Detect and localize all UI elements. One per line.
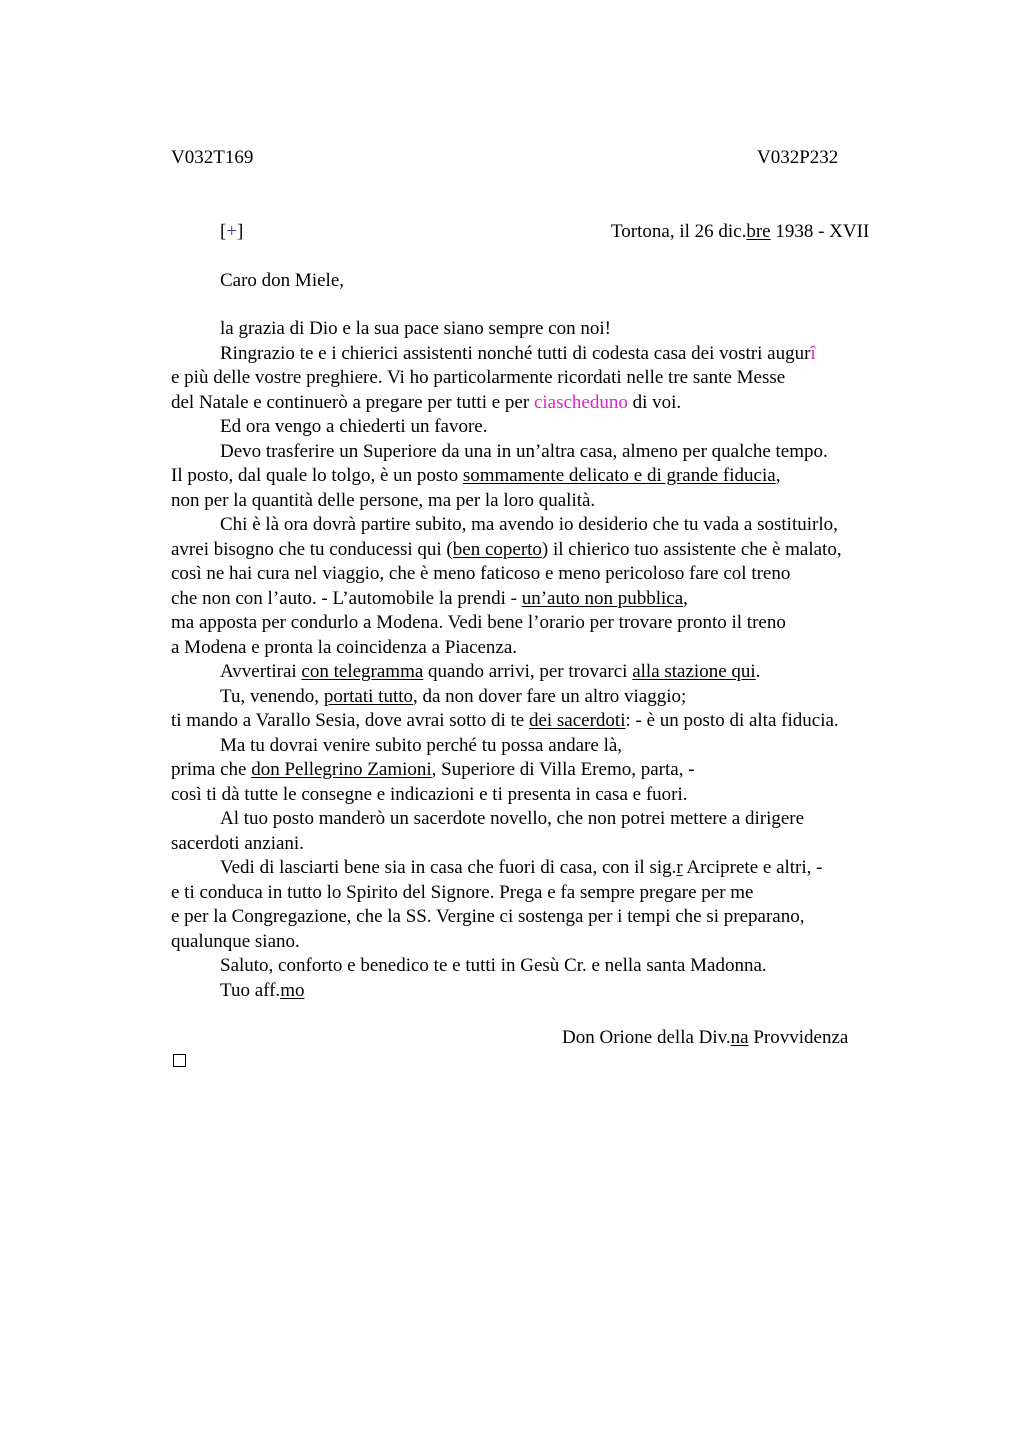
line-text: Avvertirai	[220, 661, 302, 682]
line-text: e più delle vostre preghiere. Vi ho particolarmente ricordati nelle tre sante Messe	[171, 367, 786, 388]
expand-marker[interactable]	[220, 220, 243, 244]
line-text: e ti conduca in tutto lo Spirito del Signore. Prega e fa sempre pregare per me	[171, 881, 754, 903]
line-text: ) il chierico tuo assistente che è malato,	[541, 538, 842, 560]
line-text: , Superiore di Villa Eremo, parta, -	[431, 759, 695, 780]
line-text: sacerdoti anziani.	[171, 832, 304, 854]
line-text: ti mando a Varallo Sesia, dove avrai sotto di te	[171, 710, 529, 731]
highlighted-text: î	[810, 342, 816, 364]
signature-abbrev: na	[730, 1027, 749, 1048]
underlined-text: portati tutto	[323, 685, 413, 707]
line-text: Ed ora vengo a chiederti un favore.	[220, 416, 488, 437]
underlined-text: dei sacerdoti	[528, 710, 626, 731]
line-text: ,	[775, 465, 781, 486]
letter-line	[171, 342, 911, 367]
line-text: avrei bisogno che tu conducessi qui (	[171, 538, 453, 560]
letter-line	[171, 783, 911, 808]
line-text: Chi è là ora dovrà partire subito, ma avendo io desiderio che tu vada a sostituirlo,	[220, 514, 838, 535]
line-text: ma apposta per condurlo a Modena. Vedi bene l’orario per trovare pronto il treno	[171, 612, 786, 633]
letter-line	[171, 807, 911, 832]
underlined-text: mo	[280, 979, 305, 1001]
letter-line	[171, 685, 911, 710]
line-text: , da non dover fare un altro viaggio;	[413, 685, 687, 707]
salutation: Caro don Miele,	[220, 270, 345, 291]
line-text: e per la Congregazione, che la SS. Vergine ci sostenga per i tempi che si preparano,	[171, 906, 805, 927]
line-text: la grazia di Dio e la sua pace siano sempre con noi!	[220, 318, 611, 339]
line-text: Devo trasferire un Superiore da una in un’altra casa, almeno per qualche tempo.	[220, 440, 828, 462]
dateline-before: Tortona, il 26 dic.	[611, 221, 747, 242]
marker-open: [	[220, 221, 227, 242]
line-text: così ti dà tutte le consegne e indicazioni e ti presenta in casa e fuori.	[171, 783, 688, 805]
end-of-document-box-icon	[173, 1054, 186, 1067]
letter-line	[171, 832, 911, 857]
underlined-text: alla stazione qui	[632, 661, 756, 682]
letter-line	[171, 758, 911, 783]
line-text: quando arrivi, per trovarci	[423, 661, 633, 682]
dateline-after: 1938 - XVII	[770, 221, 870, 242]
letter-line	[171, 881, 911, 906]
underlined-text: con telegramma	[301, 661, 424, 682]
letter-line	[171, 562, 911, 587]
underlined-text: don Pellegrino Zamioni	[251, 759, 432, 780]
underlined-text: ben coperto	[452, 538, 542, 560]
document-ref-right: V032P232	[757, 147, 839, 168]
plus-icon[interactable]: +	[226, 221, 238, 242]
underlined-text: un’auto non pubblica	[521, 587, 684, 609]
letter-line	[171, 734, 911, 759]
letter-line	[171, 317, 911, 342]
line-text: Saluto, conforto e benedico te e tutti in Gesù Cr. e nella santa Madonna.	[220, 955, 767, 976]
letter-line	[171, 366, 911, 391]
highlighted-text: ciascheduno	[533, 391, 628, 413]
line-text: Ringrazio te e i chierici assistenti nonché tutti di codesta casa dei vostri augur	[220, 342, 811, 364]
line-text: Arciprete e altri, -	[682, 857, 823, 878]
line-text: di voi.	[627, 391, 682, 413]
letter-line	[171, 979, 911, 1004]
line-text: non per la quantità delle persone, ma per la loro qualità.	[171, 489, 596, 511]
letter-line	[171, 513, 911, 538]
dateline	[611, 220, 869, 244]
line-text: a Modena e pronta la coincidenza a Piacenza.	[171, 636, 518, 658]
letter-line	[171, 587, 911, 612]
letter-line	[171, 709, 911, 734]
line-text: che non con l’auto. - L’automobile la prendi -	[171, 587, 522, 609]
letter-line	[171, 415, 911, 440]
letter-line	[171, 611, 911, 636]
line-text: : - è un posto di alta fiducia.	[625, 710, 839, 731]
signature	[562, 1026, 848, 1050]
letter-line	[171, 464, 911, 489]
letter-line	[171, 636, 911, 661]
letter-body	[171, 317, 911, 1003]
letter-line	[171, 538, 911, 563]
signature-before: Don Orione della Div.	[562, 1027, 731, 1048]
letter-line	[171, 905, 911, 930]
line-text: del Natale e continuerò a pregare per tutti e per	[171, 391, 534, 413]
line-text: Al tuo posto manderò un sacerdote novello, che non potrei mettere a dirigere	[220, 808, 805, 829]
letter-line	[171, 440, 911, 465]
underlined-text: r	[676, 857, 683, 878]
line-text: così ne hai cura nel viaggio, che è meno faticoso e meno pericoloso fare col treno	[171, 563, 791, 584]
underlined-text: sommamente delicato e di grande fiducia	[462, 465, 776, 486]
signature-after: Provvidenza	[748, 1027, 849, 1048]
line-text: .	[755, 661, 761, 682]
letter-line	[171, 954, 911, 979]
letter-line	[171, 489, 911, 514]
line-text: prima che	[171, 759, 252, 780]
letter-line	[171, 391, 911, 416]
document-ref-left: V032T169	[171, 147, 254, 168]
line-text: Il posto, dal quale lo tolgo, è un posto	[171, 465, 463, 486]
line-text: Ma tu dovrai venire subito perché tu possa andare là,	[220, 734, 623, 756]
dateline-abbrev: bre	[746, 221, 771, 242]
line-text: Vedi di lasciarti bene sia in casa che fuori di casa, con il sig.	[220, 857, 677, 878]
letter-line	[171, 660, 911, 685]
letter-line	[171, 930, 911, 955]
letter-line	[171, 856, 911, 881]
marker-close: ]	[237, 221, 244, 242]
line-text: ,	[683, 587, 688, 609]
line-text: Tuo aff.	[220, 979, 281, 1001]
line-text: Tu, venendo,	[220, 685, 324, 707]
line-text: qualunque siano.	[171, 930, 300, 952]
